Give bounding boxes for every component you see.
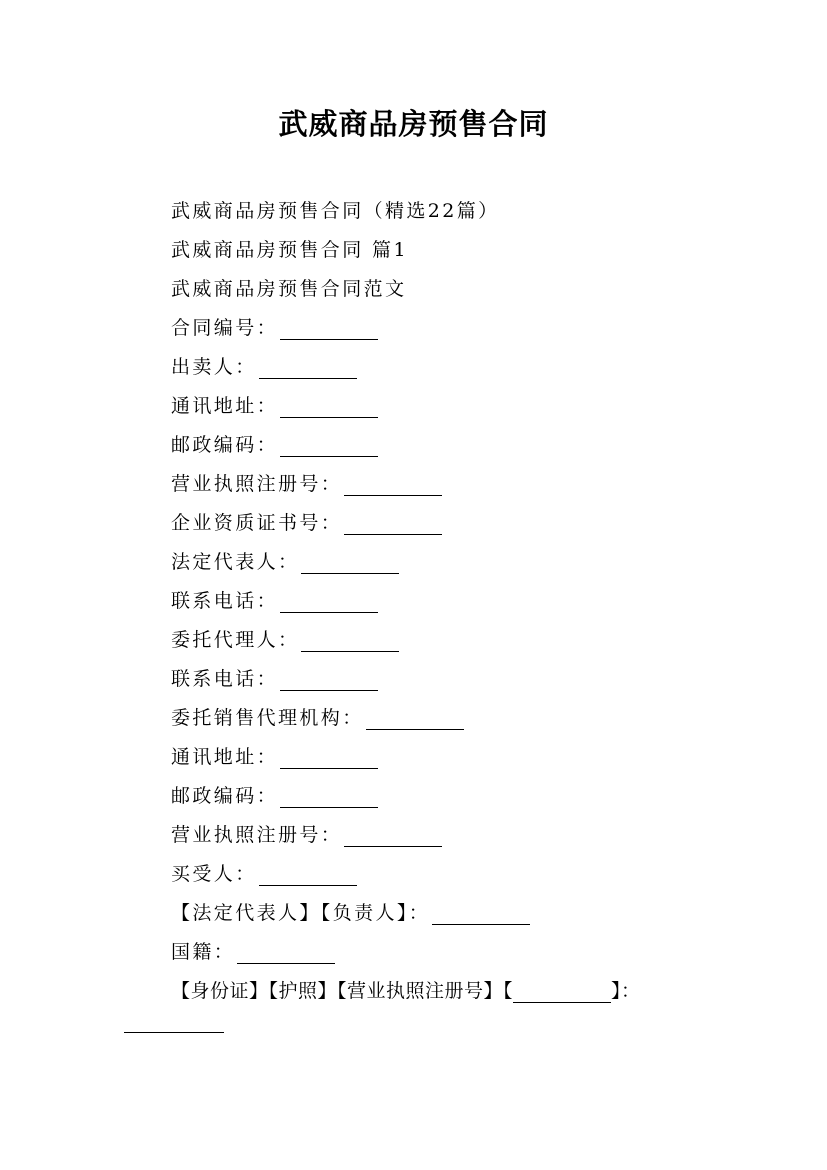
fill-in-blank[interactable]: [280, 672, 378, 691]
fill-in-blank[interactable]: [124, 1014, 224, 1033]
postal-code-field: [171, 784, 378, 808]
business-license-field: [171, 823, 442, 847]
fill-in-blank[interactable]: [344, 516, 442, 535]
line-text: 武威商品房预售合同 篇1: [171, 239, 408, 261]
fill-in-blank[interactable]: [280, 438, 378, 457]
field-label: 出卖人：: [171, 356, 257, 378]
fill-in-blank[interactable]: [280, 399, 378, 418]
field-label: 联系电话：: [171, 668, 279, 690]
fill-in-blank[interactable]: [301, 555, 399, 574]
fill-in-blank[interactable]: [280, 594, 378, 613]
field-label: 联系电话：: [171, 590, 279, 612]
document-line: [171, 277, 406, 301]
field-label: 邮政编码：: [171, 785, 279, 807]
buyer-rep-field: [171, 901, 530, 925]
id-document-field: [171, 979, 641, 1003]
field-label: 委托代理人：: [171, 629, 300, 651]
field-label-suffix: 】：: [611, 980, 641, 1002]
buyer-field: [171, 862, 357, 886]
line-text: 武威商品房预售合同（精选22篇）: [171, 200, 500, 222]
fill-in-blank[interactable]: [344, 477, 442, 496]
document-line: [171, 199, 500, 223]
line-text: 武威商品房预售合同范文: [171, 278, 407, 300]
field-label: 营业执照注册号：: [171, 824, 343, 846]
fill-in-blank[interactable]: [237, 945, 335, 964]
page-title: 武威商品房预售合同: [278, 107, 549, 141]
field-label: 企业资质证书号：: [171, 512, 343, 534]
phone-field: [171, 667, 378, 691]
contract-number-field: [171, 316, 378, 340]
field-label: 邮政编码：: [171, 434, 279, 456]
address-field: [171, 745, 378, 769]
address-field: [171, 394, 378, 418]
field-label: 通讯地址：: [171, 395, 279, 417]
fill-in-blank[interactable]: [344, 828, 442, 847]
legal-rep-field: [171, 550, 399, 574]
sales-agency-field: [171, 706, 464, 730]
qualification-cert-field: [171, 511, 442, 535]
field-label: 法定代表人：: [171, 551, 300, 573]
field-label: 【法定代表人】【负责人】：: [171, 902, 431, 924]
fill-in-blank[interactable]: [301, 633, 399, 652]
fill-in-blank[interactable]: [280, 321, 378, 340]
field-label: 合同编号：: [171, 317, 279, 339]
field-label: 委托销售代理机构：: [171, 707, 364, 729]
fill-in-blank[interactable]: [259, 360, 357, 379]
document-line: [171, 238, 408, 262]
fill-in-blank[interactable]: [432, 906, 530, 925]
field-label: 买受人：: [171, 863, 257, 885]
field-label: 通讯地址：: [171, 746, 279, 768]
phone-field: [171, 589, 378, 613]
nationality-field: [171, 940, 335, 964]
fill-in-blank[interactable]: [366, 711, 464, 730]
postal-code-field: [171, 433, 378, 457]
business-license-field: [171, 472, 442, 496]
fill-in-blank[interactable]: [259, 867, 357, 886]
fill-in-blank[interactable]: [280, 789, 378, 808]
fill-in-blank[interactable]: [280, 750, 378, 769]
field-label: 国籍：: [171, 941, 236, 963]
field-label: 营业执照注册号：: [171, 473, 343, 495]
seller-field: [171, 355, 357, 379]
fill-in-blank[interactable]: [513, 984, 611, 1003]
agent-field: [171, 628, 399, 652]
field-label: 【身份证】【护照】【营业执照注册号】【: [171, 980, 514, 1002]
